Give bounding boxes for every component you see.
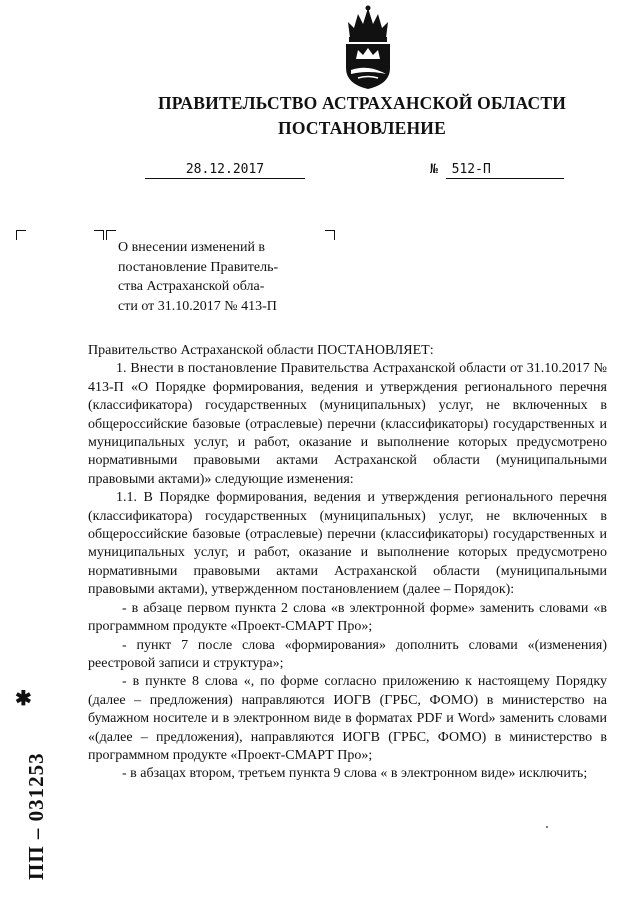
subject-line: ства Астраханской обла- — [118, 279, 265, 294]
corner-bracket-icon — [106, 230, 116, 240]
star-icon: ✱ — [15, 688, 32, 710]
list-item: - в абзаце первом пункта 2 слова «в электронной форме» заменить словами «в программном продукте «Проект-СМАРТ Про»; — [88, 600, 607, 635]
list-item: - пункт 7 после слова «формирования» дополнить словами «(изменения) реестровой записи и структура»; — [88, 637, 607, 671]
coat-of-arms-icon — [336, 4, 400, 90]
document-body — [88, 342, 607, 784]
document-type: ПОСТАНОВЛЕНИЕ — [278, 118, 446, 138]
speck — [546, 826, 548, 828]
stamp-code: ПП – 031253 — [24, 752, 48, 880]
registration-stamp — [4, 680, 48, 890]
number-sign: № — [430, 162, 438, 177]
corner-bracket-icon — [16, 230, 26, 240]
subject-line: О внесении изменений в — [118, 240, 266, 255]
list-item: - в абзацах втором, третьем пункта 9 слова « в электронном виде» исключить; — [122, 766, 588, 782]
preamble: Правительство Астраханской области ПОСТАНОВЛЯЕТ: — [88, 343, 434, 358]
subject-line: сти от 31.10.2017 № 413-П — [118, 298, 277, 314]
document-number — [430, 162, 570, 179]
paragraph-1-1: 1.1. В Порядке формирования, ведения и утверждения регионального перечня (классификатора) государственных (муниципальных) услуг, не включенных в общероссийские базовые (отраслевые) перечни (классификаторы) государственных и муниципальных услуг, и работ, оказание и выполнение которых предусмотрено нормативными правовыми актами Астраханской области (муниципальными правовыми актами), утвержденном постановлением (далее – Порядок): — [88, 490, 607, 598]
government-name: ПРАВИТЕЛЬСТВО АСТРАХАНСКОЙ ОБЛАСТИ — [157, 93, 567, 113]
number-value: 512-П — [446, 162, 564, 179]
document-date: 28.12.2017 — [145, 162, 305, 179]
corner-bracket-icon — [325, 230, 335, 240]
document-subject — [118, 238, 298, 316]
list-item: - в пункте 8 слова «, по форме согласно приложению к настоящему Порядку (далее – предложения) направляются ИОГВ (ГРБС, ФОМО) в министерство на бумажном носителе и в электронном виде в форматах PDF и Word» заменить словами «(далее – предложения), направляются ИОГВ (ГРБС, ФОМО) в министерство в программном продукте «Проект-СМАРТ Про»; — [88, 674, 607, 763]
paragraph-1: 1. Внести в постановление Правительства Астраханской области от 31.10.2017 № 413-П «О Порядке формирования, ведения и утверждения регионального перечня (классификатора) государственных (муниципальных) услуг, не включенных в общероссийские базовые (отраслевые) перечни (классификаторы) государственных и муниципальных услуг, и работ, оказание и выполнение которых предусмотрено нормативными правовыми актами Астраханской области (муниципальными правовыми актами)» следующие изменения: — [88, 361, 607, 487]
corner-bracket-icon — [94, 230, 104, 240]
subject-line: постановление Правитель- — [118, 259, 279, 275]
